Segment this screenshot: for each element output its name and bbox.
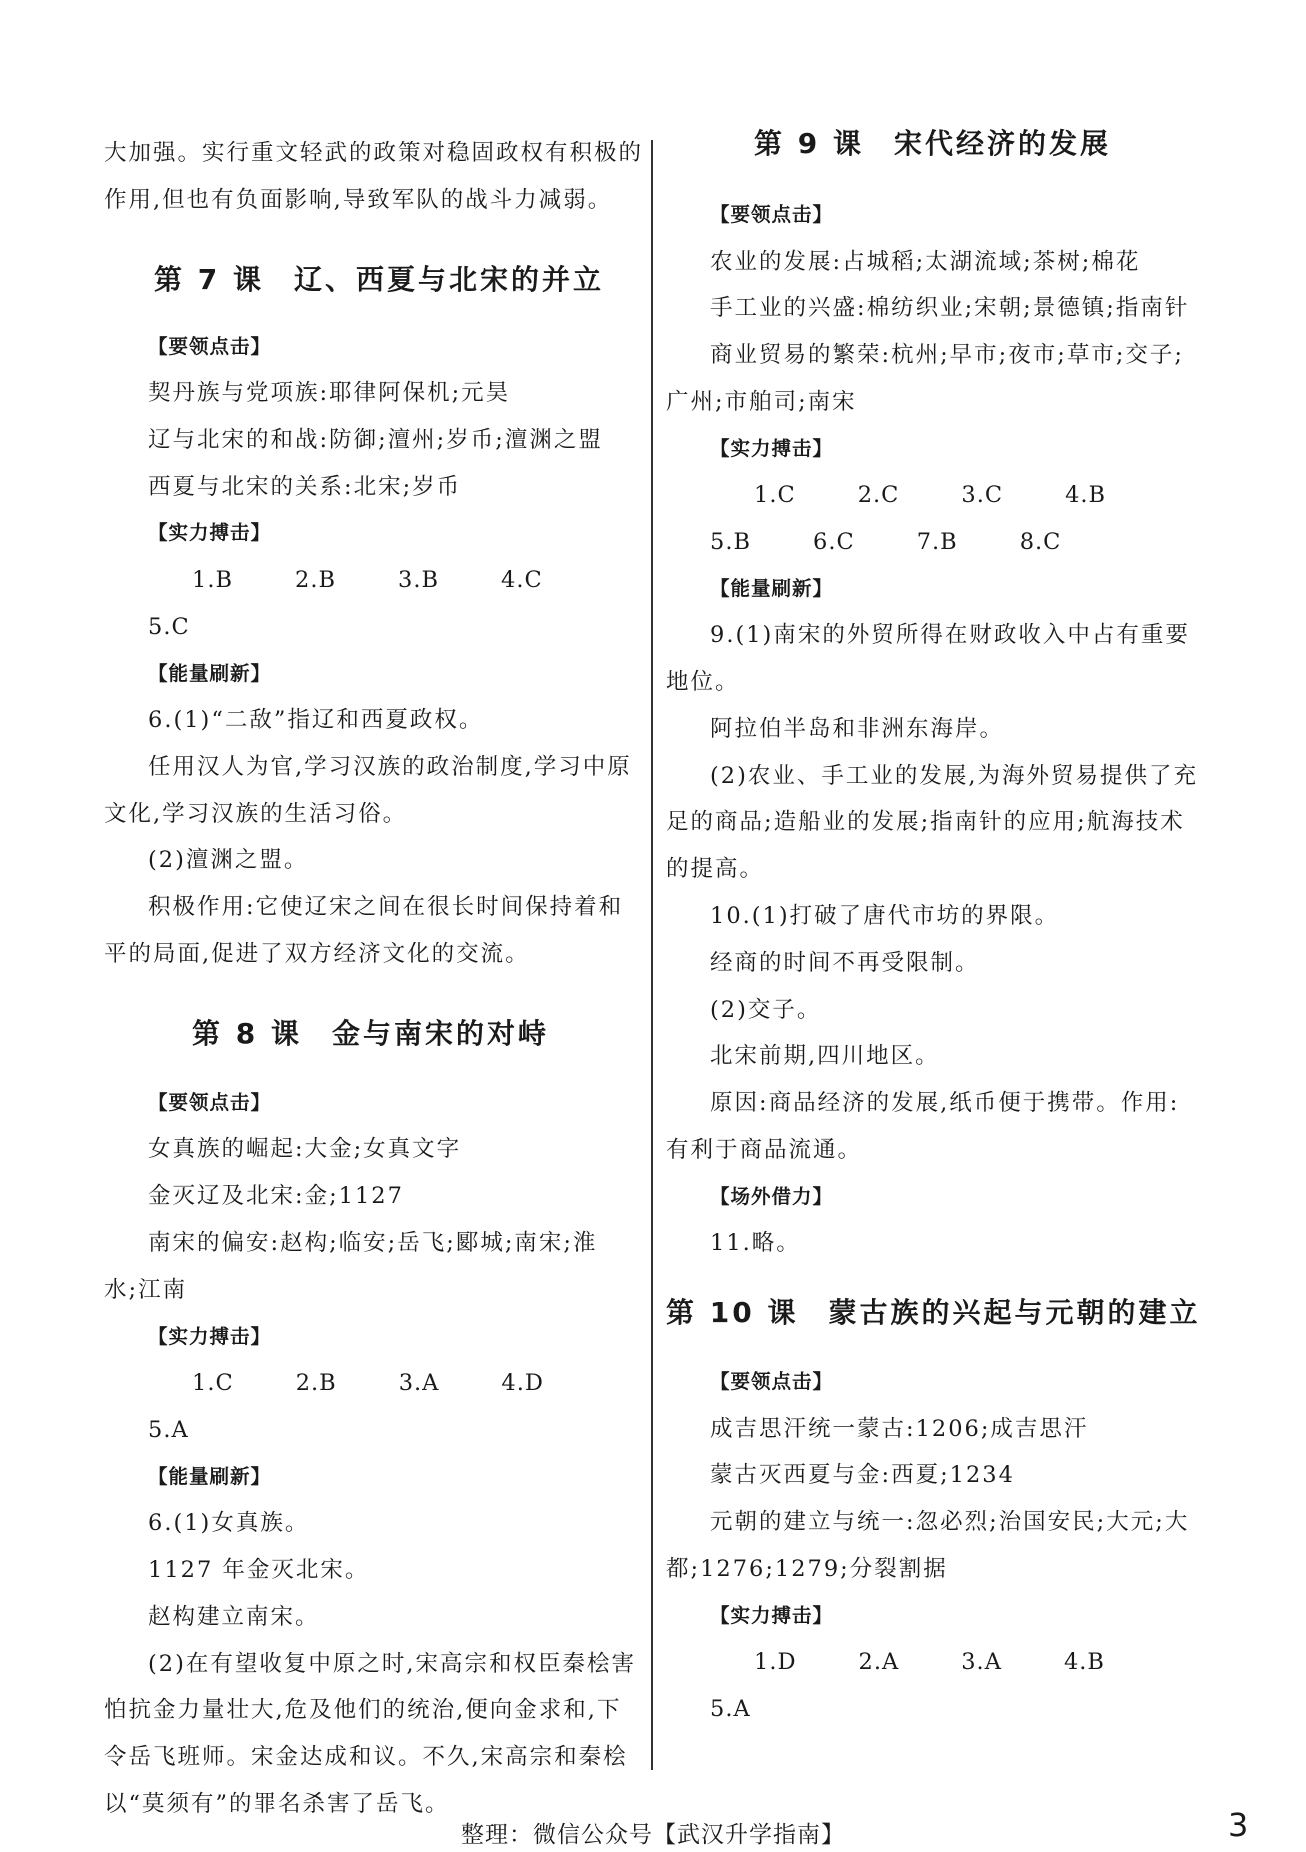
text-line: 广州;市舶司;南宋 xyxy=(666,388,857,415)
key-point: 契丹族与党项族:耶律阿保机;元昊 xyxy=(148,380,511,407)
section-key-points: 【要领点击】 xyxy=(148,334,272,358)
text-line: 农业的发展:占城稻;太湖流域;茶树;棉花 xyxy=(710,248,1141,275)
section-extra: 【场外借力】 xyxy=(710,1184,834,1208)
text-line: 女真族的崛起:大金;女真文字 xyxy=(148,1136,462,1163)
text-line: 成吉思汗统一蒙古:1206;成吉思汗 xyxy=(710,1415,1089,1442)
answer: 2.B xyxy=(295,1370,337,1397)
answer: 5.C xyxy=(148,613,190,640)
text-line: 水;江南 xyxy=(104,1276,188,1303)
key-points xyxy=(104,1126,644,1313)
footer-credit: 整理：微信公众号【武汉升学指南】 xyxy=(461,1822,845,1848)
answer: 4.B xyxy=(1065,482,1107,509)
section-refresh: 【能量刷新】 xyxy=(148,1464,272,1488)
answer: 2.C xyxy=(857,482,900,509)
text-line: 任用汉人为官,学习汉族的政治制度,学习中原 xyxy=(148,753,632,780)
answer: 3.A xyxy=(961,1649,1002,1676)
text-line: 蒙古灭西夏与金:西夏;1234 xyxy=(710,1462,1015,1489)
text-line: 足的商品;造船业的发展;指南针的应用;航海技术 xyxy=(666,809,1185,836)
lesson-title: 金与南宋的对峙 xyxy=(331,1016,549,1050)
lesson-number: 第 9 课 xyxy=(754,127,864,160)
text-line: 大加强。实行重文轻武的政策对稳固政权有积极的 xyxy=(104,140,644,166)
text-line: 金灭辽及北宋:金;1127 xyxy=(148,1183,404,1210)
answer: 4.C xyxy=(501,566,543,593)
answer: 1.C xyxy=(754,482,796,509)
answer-lines xyxy=(666,612,1206,1174)
answer-row xyxy=(666,472,1206,566)
intro-text xyxy=(104,130,644,224)
answer-row xyxy=(666,1639,1206,1733)
lesson-8-heading xyxy=(192,1012,644,1056)
section-key-points: 【要领点击】 xyxy=(710,1370,834,1394)
answer: 6.C xyxy=(813,528,855,555)
answer: 2.B xyxy=(295,566,337,593)
text-line: 9.(1)南宋的外贸所得在财政收入中占有重要 xyxy=(710,622,1190,649)
text-line: 1127 年金灭北宋。 xyxy=(148,1556,370,1583)
section-refresh: 【能量刷新】 xyxy=(710,576,834,600)
lesson-9-heading xyxy=(754,122,1206,166)
key-point: 辽与北宋的和战:防御;澶州;岁币;澶渊之盟 xyxy=(148,426,603,453)
answer-row xyxy=(104,1360,644,1454)
text-line: 作用,但也有负面影响,导致军队的战斗力减弱。 xyxy=(104,186,613,213)
section-exercises: 【实力搏击】 xyxy=(710,436,834,460)
right-column xyxy=(666,122,1206,1733)
answer: 7.B xyxy=(916,528,958,555)
answer-row xyxy=(104,557,644,651)
answer: 4.D xyxy=(501,1370,544,1397)
text-line: (2)在有望收复中原之时,宋高宗和权臣秦桧害 xyxy=(148,1650,637,1677)
text-line: 赵构建立南宋。 xyxy=(148,1603,320,1630)
text-line: 元朝的建立与统一:忽必烈;治国安民;大元;大 xyxy=(710,1509,1190,1536)
text-line: 10.(1)打破了唐代市坊的界限。 xyxy=(710,903,1060,930)
text-line: 有利于商品流通。 xyxy=(666,1137,863,1164)
text-line: 6.(1)女真族。 xyxy=(148,1510,310,1537)
key-point: 西夏与北宋的关系:北宋;岁币 xyxy=(148,473,462,500)
answer-lines xyxy=(104,697,644,978)
text-line: 文化,学习汉族的生活习俗。 xyxy=(104,800,408,827)
section-refresh: 【能量刷新】 xyxy=(148,661,272,685)
lesson-title: 辽、西夏与北宋的并立 xyxy=(293,262,604,296)
section-key-points: 【要领点击】 xyxy=(710,203,834,226)
answer: 3.C xyxy=(961,482,1004,509)
text-line: 6.(1)“二敌”指辽和西夏政权。 xyxy=(148,707,484,734)
text-line: 南宋的偏安:赵构;临安;岳飞;郾城;南宋;淮 xyxy=(148,1229,598,1256)
section-key-points: 【要领点击】 xyxy=(148,1090,272,1114)
answer: 2.A xyxy=(858,1649,900,1676)
text-line: 都;1276;1279;分裂割据 xyxy=(666,1556,948,1583)
answer: 1.B xyxy=(192,566,234,593)
text-line: 商业贸易的繁荣:杭州;早市;夜市;草市;交子; xyxy=(710,342,1184,369)
text-line: 怕抗金力量壮大,危及他们的统治,便向金求和,下 xyxy=(104,1697,622,1724)
answer: 4.B xyxy=(1063,1649,1105,1676)
text-line: 令岳飞班师。宋金达成和议。不久,宋高宗和秦桧 xyxy=(104,1744,628,1771)
text-line: (2)澶渊之盟。 xyxy=(148,847,309,874)
section-exercises: 【实力搏击】 xyxy=(148,1324,272,1348)
text-line: 阿拉伯半岛和非洲东海岸。 xyxy=(710,715,1005,742)
lesson-10-heading xyxy=(666,1291,1206,1335)
lesson-title: 蒙古族的兴起与元朝的建立 xyxy=(828,1296,1201,1330)
section-exercises: 【实力搏击】 xyxy=(148,521,272,545)
text-line: 原因:商品经济的发展,纸币便于携带。作用: xyxy=(710,1090,1180,1117)
answer: 1.C xyxy=(192,1370,234,1397)
text-line: 地位。 xyxy=(666,669,740,696)
lesson-title: 宋代经济的发展 xyxy=(893,127,1111,160)
text-line: (2)农业、手工业的发展,为海外贸易提供了充 xyxy=(710,762,1199,789)
text-line: 平的局面,促进了双方经济文化的交流。 xyxy=(104,941,530,968)
column-divider xyxy=(651,140,653,1770)
key-points xyxy=(666,1406,1206,1593)
answer: 3.A xyxy=(398,1370,440,1397)
answer: 5.A xyxy=(710,1696,751,1723)
answer: 5.B xyxy=(710,528,752,555)
lesson-number: 第 7 课 xyxy=(154,262,264,296)
lesson-number: 第 8 课 xyxy=(192,1016,302,1050)
answer: 5.A xyxy=(148,1416,189,1443)
answer: 3.B xyxy=(398,566,440,593)
key-points xyxy=(666,239,1206,426)
extra-answer: 11.略。 xyxy=(710,1230,801,1257)
lesson-number: 第 10 课 xyxy=(666,1296,799,1330)
text-line: 以“莫须有”的罪名杀害了岳飞。 xyxy=(104,1790,450,1817)
text-line: 积极作用:它使辽宋之间在很长时间保持着和 xyxy=(148,894,624,921)
left-column xyxy=(104,130,644,1828)
text-line: 手工业的兴盛:棉纺织业;宋朝;景德镇;指南针 xyxy=(710,295,1190,322)
text-line: 的提高。 xyxy=(666,856,765,883)
answer: 1.D xyxy=(754,1649,797,1676)
answer: 8.C xyxy=(1019,528,1062,555)
page-number: 3 xyxy=(1228,1806,1249,1844)
text-line: 北宋前期,四川地区。 xyxy=(710,1043,940,1070)
text-line: 经商的时间不再受限制。 xyxy=(710,949,980,976)
lesson-7-heading xyxy=(154,258,644,302)
section-exercises: 【实力搏击】 xyxy=(710,1603,834,1627)
answer-lines xyxy=(104,1500,644,1828)
text-line: (2)交子。 xyxy=(710,996,822,1023)
